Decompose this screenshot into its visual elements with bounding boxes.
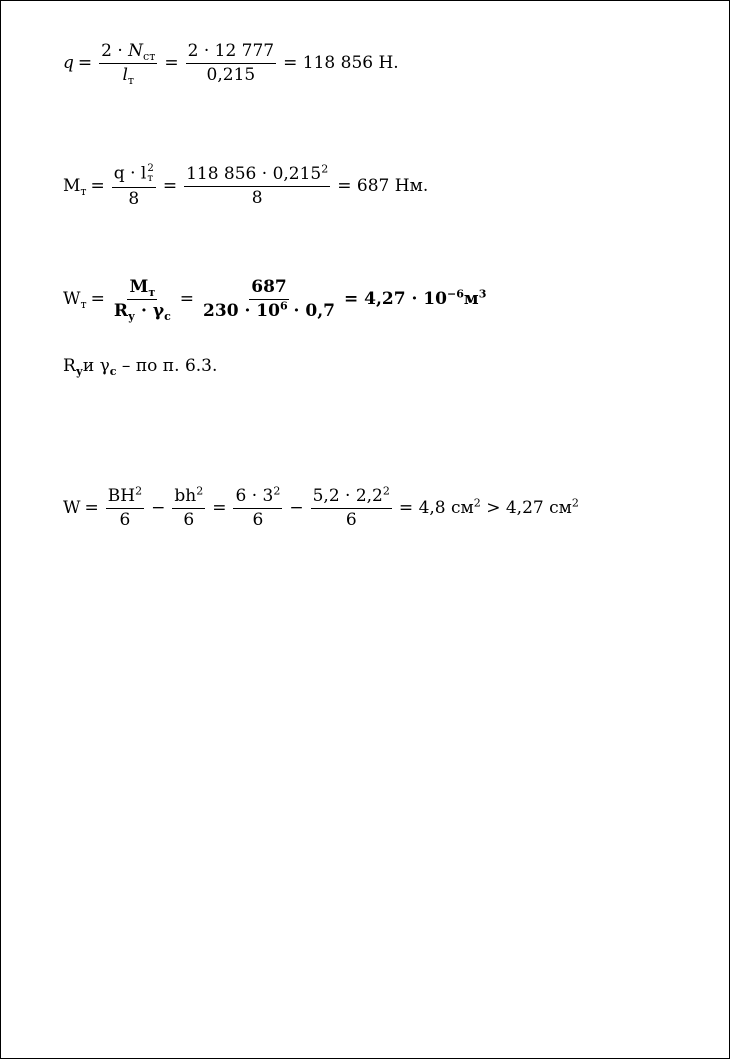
eq2-lhs: $M_т$: [63, 175, 87, 198]
eq4-fraction-2: $\frac{bh^2}{6}$: [174, 484, 204, 530]
eq4-lhs: W: [63, 498, 81, 518]
eq3-fraction-1: $\frac{M_т}{R_у \cdot \gamma_c}$: [113, 277, 171, 323]
eq2-result: = 687 Нм.: [337, 175, 429, 196]
eq4-fraction-1: $\frac{BH^2}{6}$: [107, 484, 143, 530]
eq2-fraction-2: $\frac{118 856 \cdot 0,215^2}{8}$: [186, 162, 329, 208]
eq4-fraction-4: $\frac{5,2 \cdot 2,2^2}{6}$: [312, 484, 390, 530]
note-reference: $R_уи$ $\gamma_c$ – по п. 6.3.: [63, 356, 218, 378]
eq1-lhs: q: [63, 53, 74, 73]
eq3-result: = $4,27 \cdot 10^{-6}м^3$: [343, 287, 487, 309]
eq4-result: = 4,8 $см^2 > 4,27$ $см^2$: [398, 496, 579, 518]
equation-moment: $M_т$ = q · l 2 т 8 = $\frac{118 856 \cdot 0,215^2}{8}$ = 687 Нм.: [63, 162, 429, 210]
equation-q: q = $\frac{2 \cdot N_{ст}}{l_т}$ = $\frac{2 \cdot 12 777}{0,215}$ = 118 856 Н.: [63, 41, 399, 87]
eq1-result: = 118 856 Н.: [283, 53, 399, 73]
eq1-fraction-1: $\frac{2 \cdot N_{ст}}{l_т}$: [101, 41, 156, 87]
eq3-fraction-2: $\frac{687}{230 \cdot 10^6 \cdot 0,7}$: [203, 277, 335, 321]
eq3-lhs: $W_т$: [63, 289, 87, 311]
eq4-fraction-3: $\frac{6 \cdot 3^2}{6}$: [235, 484, 281, 530]
equation-w-check: W = $\frac{BH^2}{6}$ − $\frac{bh^2}{6}$ = $\frac{6 \cdot 3^2}{6}$ − $\frac{5,2 \cdot 2,2^2}{6}$ = 4,8 $см^2 > 4,27$ $см^2$: [63, 484, 579, 530]
eq1-fraction-2: $\frac{2 \cdot 12 777}{0,215}$: [187, 41, 275, 85]
equation-section-modulus: $W_т$ = $\frac{M_т}{R_у \cdot \gamma_c}$ = $\frac{687}{230 \cdot 10^6 \cdot 0,7}$ = $4,27 \cdot 10^{-6}м^3$: [63, 277, 487, 323]
eq2-fraction-1: q · l 2 т 8: [113, 163, 154, 210]
